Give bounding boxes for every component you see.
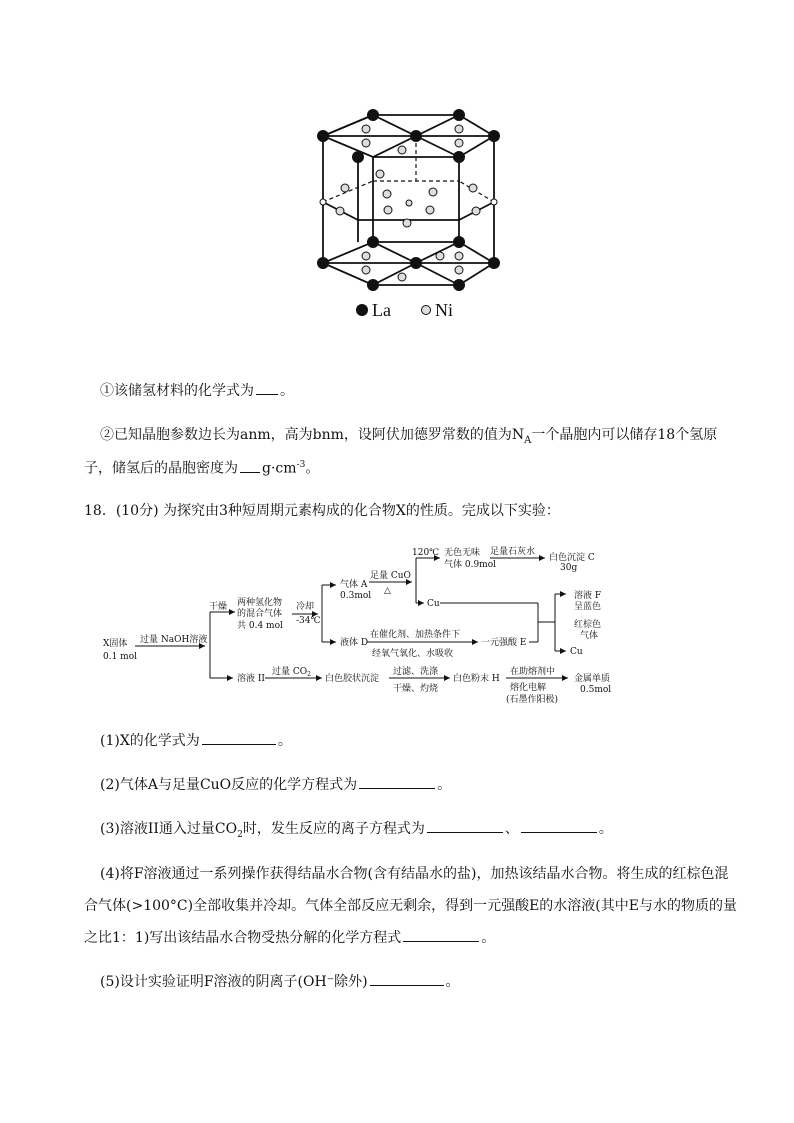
cool-temp-label: -34℃ — [296, 616, 321, 626]
metal-label-1: 金属单质 — [574, 674, 611, 684]
co2-label: 过量 $CO_2$ — [272, 667, 311, 678]
answer-blank[interactable] — [427, 831, 503, 833]
flux-label-3: (石墨作阳极) — [506, 695, 559, 705]
gas-a-mol-label: 0.3mol — [340, 591, 372, 601]
temp120-label: 120℃ — [412, 548, 440, 558]
answer-blank[interactable] — [359, 787, 435, 789]
q17-part2-line1: ②已知晶胞参数边长为anm，高为bnm，设阿伏加德罗常数的值为$N_A$一个晶胞内可以储存18个氢原 — [100, 427, 718, 446]
answer-blank[interactable] — [202, 743, 276, 745]
flux-label-1: 在助熔剂中 — [510, 667, 556, 677]
ni-legend-icon — [422, 306, 431, 315]
colorless-gas-label-2: 气体 0.9mol — [444, 560, 497, 570]
ni-legend-label: Ni — [435, 300, 453, 320]
cu2-label: Cu — [570, 647, 583, 657]
solution-ii-label: 溶液 II — [237, 674, 265, 684]
dry-label: 干燥 — [209, 602, 228, 612]
la-legend-label: La — [372, 300, 391, 320]
heat-label: △ — [384, 586, 391, 596]
answer-blank[interactable] — [256, 393, 278, 395]
white-precipitate-c-label: 白色沉淀 C — [549, 553, 595, 563]
q18-question-4-line2: 合气体(>100°C)全部收集并冷却。气体全部反应无剩余，得到一元强酸E的水溶液(其中E与水的物质的量 — [84, 898, 737, 914]
filter-label-2: 干燥、灼烧 — [393, 684, 439, 694]
cu-label: Cu — [427, 599, 440, 609]
red-gas-label-1: 红棕色 — [574, 620, 602, 630]
colorless-gas-label-1: 无色无味 — [444, 548, 481, 558]
x-solid-label: X固体 — [103, 639, 128, 649]
solution-f-label-1: 溶液 F — [574, 591, 602, 601]
q18-question-4-line1: (4)将F溶液通过一系列操作获得结晶水合物(含有结晶水的盐)，加热该结晶水合物。将生成的红棕色混 — [100, 866, 729, 882]
flux-label-2: 熔化电解 — [510, 683, 547, 693]
oxidize-label: 经氧气氧化、水吸收 — [372, 649, 454, 659]
q18-question-5: (5)设计实验证明F溶液的阴离子(OH⁻除外) 。 — [100, 974, 460, 990]
cuo-label: 足量 CuO — [370, 571, 411, 581]
q18-flow-diagram — [95, 540, 655, 710]
mixture-label-3: 共 0.4 mol — [237, 621, 283, 631]
limewater-label: 足量石灰水 — [490, 547, 536, 557]
mixture-label-1: 两种氢化物 — [237, 598, 283, 608]
x-mol-label: 0.1 mol — [103, 652, 138, 662]
q18-heading: 18．(10分) 为探究由3种短周期元素构成的化合物X的性质。完成以下实验： — [84, 503, 560, 519]
catalyst-label: 在催化剂、加热条件下 — [370, 630, 461, 640]
q17-part1: ①该储氢材料的化学式为 。 — [100, 383, 294, 399]
acid-e-label: 一元强酸 E — [481, 638, 527, 648]
filter-label-1: 过滤、洗涤 — [393, 667, 439, 677]
q17-part2-line2: 子，储氢后的晶胞密度为 $g\cdot cm^{-3}$。 — [84, 460, 320, 477]
la-legend-icon — [356, 304, 368, 316]
naoh-label: 过量 NaOH溶液 — [140, 635, 208, 645]
liquid-d-label: 液体 D — [340, 638, 369, 648]
answer-blank[interactable] — [370, 984, 444, 986]
powder-h-label: 白色粉末 H — [453, 674, 500, 684]
answer-blank[interactable] — [521, 831, 597, 833]
cool-label: 冷却 — [296, 602, 315, 612]
answer-blank[interactable] — [403, 940, 479, 942]
q18-question-3: (3)溶液II通入过量$CO_2$时，发生反应的离子方程式为 、 。 — [100, 821, 613, 840]
mixture-label-2: 的混合气体 — [237, 609, 283, 619]
red-gas-label-2: 气体 — [580, 631, 599, 641]
crystal-structure-diagram — [300, 100, 520, 330]
gel-label: 白色胶状沉淀 — [325, 674, 380, 684]
solution-f-label-2: 呈蓝色 — [574, 602, 602, 612]
answer-blank[interactable] — [240, 471, 260, 473]
q18-question-2: (2)气体A与足量CuO反应的化学方程式为 。 — [100, 777, 452, 793]
metal-label-2: 0.5mol — [580, 685, 612, 695]
gas-a-label: 气体 A — [340, 580, 368, 590]
q18-question-1: (1)X的化学式为 。 — [100, 733, 292, 749]
q18-question-4-line3: 之比1：1)写出该结晶水合物受热分解的化学方程式 。 — [84, 930, 496, 946]
white-precipitate-c-mass: 30g — [560, 563, 578, 573]
